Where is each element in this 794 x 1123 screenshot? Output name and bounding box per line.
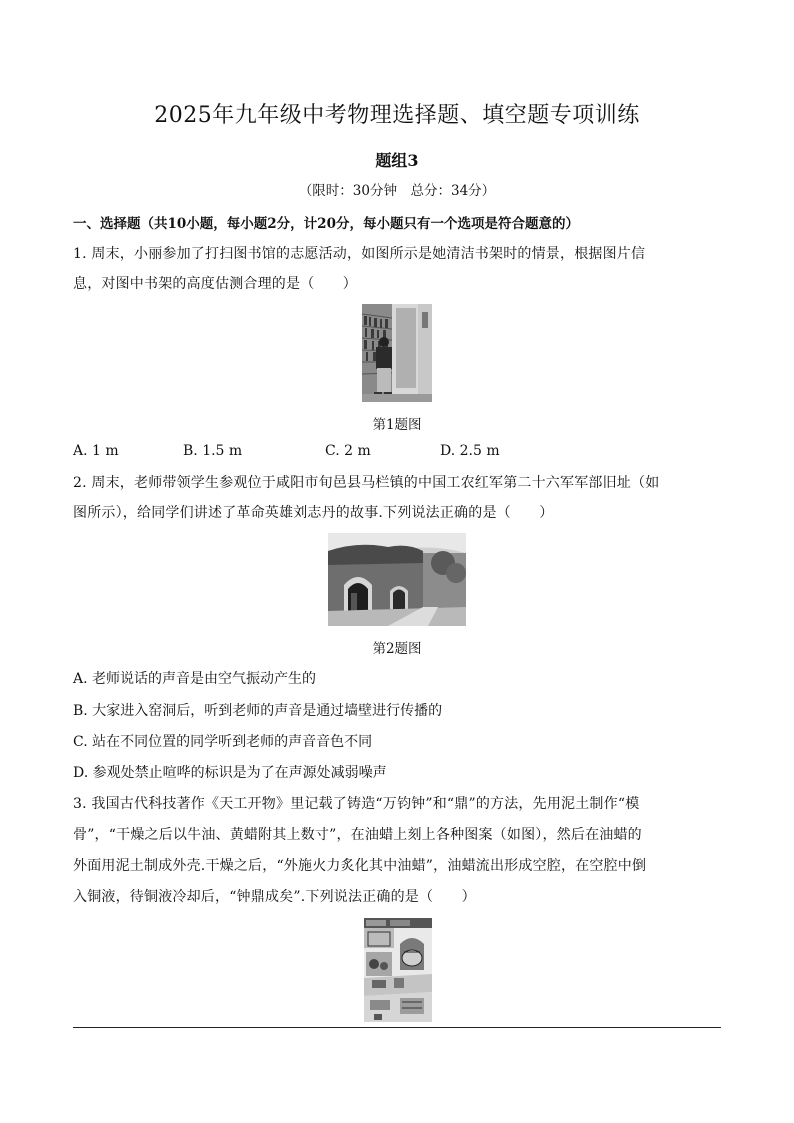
bottom-divider <box>73 1027 721 1028</box>
q1-option-d: D. 2.5 m <box>440 443 500 459</box>
page-title: 2025年九年级中考物理选择题、填空题专项训练 <box>154 103 640 128</box>
casting-illustration <box>364 918 432 1022</box>
q1-text-line: 1. 周末，小丽参加了打扫图书馆的志愿活动，如图所示是她清洁书架时的情景，根据图片信 <box>73 246 646 262</box>
q2-option-c: C. 站在不同位置的同学听到老师的声音音色不同 <box>73 734 373 750</box>
q3-text-line: 骨”，“干燥之后以牛油、黄蜡附其上数寸”，在油蜡上刻上各种图案（如图），然后在油蜡的 <box>73 827 642 843</box>
q2-option-b: B. 大家进入窑洞后，听到老师的声音是通过墙壁进行传播的 <box>73 703 443 719</box>
q3-text-line: 入铜液，待铜液冷却后，“钟鼎成矣”.下列说法正确的是（ ） <box>73 889 476 905</box>
library-bookshelf-photo <box>362 304 432 402</box>
group-subtitle: 题组3 <box>375 151 419 170</box>
q2-text-line: 2. 周末，老师带领学生参观位于咸阳市旬邑县马栏镇的中国工农红军第二十六军军部旧址（如 <box>73 475 660 491</box>
cave-dwelling-photo <box>328 533 466 626</box>
q3-text-line: 3. 我国古代科技著作《天工开物》里记载了铸造“万钧钟”和“鼎”的方法，先用泥土制作“模 <box>73 796 640 812</box>
section-heading: 一、选择题（共10小题，每小题2分，计20分，每小题只有一个选项是符合题意的） <box>73 216 579 232</box>
q2-figure-caption: 第2题图 <box>372 641 422 657</box>
q2-option-a: A. 老师说话的声音是由空气振动产生的 <box>73 671 317 687</box>
q1-option-a: A. 1 m <box>73 443 119 459</box>
q1-option-c: C. 2 m <box>325 443 371 459</box>
q1-figure-caption: 第1题图 <box>372 417 422 433</box>
q1-text-line: 息，对图中书架的高度估测合理的是（ ） <box>73 276 357 292</box>
q2-option-d: D. 参观处禁止喧哗的标识是为了在声源处减弱噪声 <box>73 765 387 781</box>
q2-text-line: 图所示），给同学们讲述了革命英雄刘志丹的故事.下列说法正确的是（ ） <box>73 505 554 521</box>
q3-text-line: 外面用泥土制成外壳.干燥之后，“外施火力炙化其中油蜡”，油蜡流出形成空腔，在空腔中倒 <box>73 858 647 874</box>
time-score-info: （限时：30分钟 总分：34分） <box>298 183 496 199</box>
q1-option-b: B. 1.5 m <box>183 443 243 459</box>
